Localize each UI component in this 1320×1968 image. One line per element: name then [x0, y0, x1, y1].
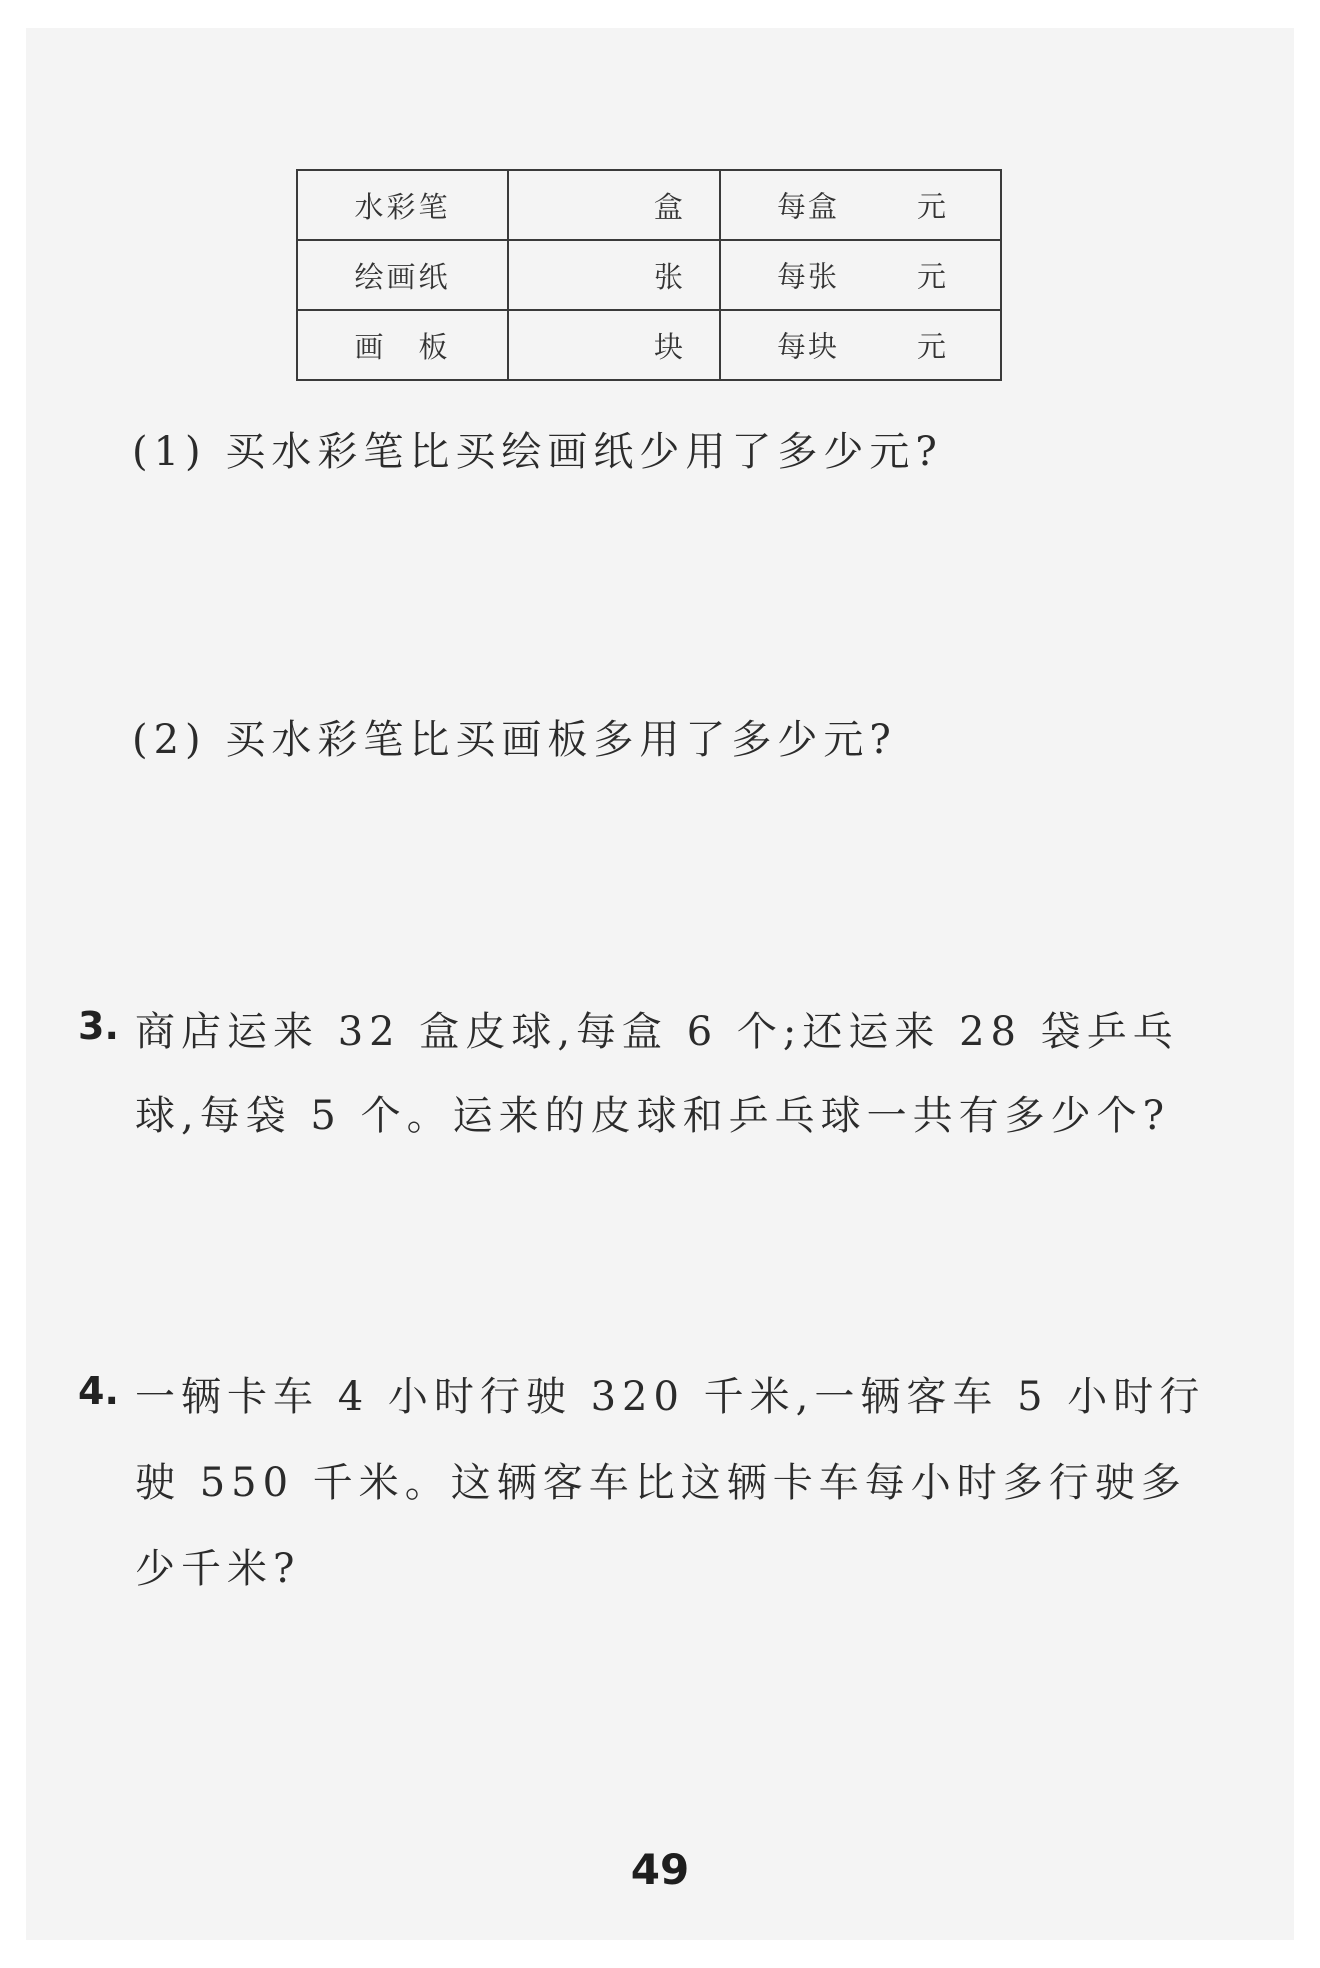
quantity-unit-cell: 块: [508, 310, 720, 380]
unit-price-cell: [720, 310, 1001, 380]
problem-number: 4.: [78, 1369, 119, 1413]
problem-text-line: 少千米?: [135, 1546, 301, 1592]
currency-label: 元: [916, 189, 946, 224]
per-unit-label: 每张: [777, 259, 840, 294]
problem-text-line: 商店运来 32 盒皮球,每盒 6 个;还运来 28 袋乒乓: [135, 1009, 1179, 1055]
sub-question-2: (2) 买水彩笔比买画板多用了多少元?: [132, 717, 897, 763]
unit-price-cell: [720, 170, 1001, 240]
item-name-cell: 绘画纸: [297, 240, 508, 310]
sub-question-1: (1) 买水彩笔比买绘画纸少用了多少元?: [132, 429, 943, 475]
currency-label: 元: [916, 259, 946, 294]
per-unit-label: 每块: [777, 329, 840, 364]
table-row-drawing-board: [297, 310, 1001, 380]
problem-number: 3.: [78, 1004, 119, 1048]
problem-text-line: 一辆卡车 4 小时行驶 320 千米,一辆客车 5 小时行: [135, 1374, 1206, 1420]
unit-price-cell: [720, 240, 1001, 310]
currency-label: 元: [916, 329, 946, 364]
page-number: 49: [630, 1845, 690, 1894]
table-row-watercolor-pens: [297, 170, 1001, 240]
item-name-cell: 画 板: [297, 310, 508, 380]
table-row-drawing-paper: [297, 240, 1001, 310]
quantity-unit-cell: 张: [508, 240, 720, 310]
problem-text-line: 球,每袋 5 个。运来的皮球和乒乓球一共有多少个?: [135, 1093, 1171, 1139]
quantity-unit-cell: 盒: [508, 170, 720, 240]
per-unit-label: 每盒: [777, 189, 840, 224]
problem-text-line: 驶 550 千米。这辆客车比这辆卡车每小时多行驶多: [135, 1460, 1187, 1506]
item-name-cell: 水彩笔: [297, 170, 508, 240]
price-table: [296, 169, 1002, 381]
